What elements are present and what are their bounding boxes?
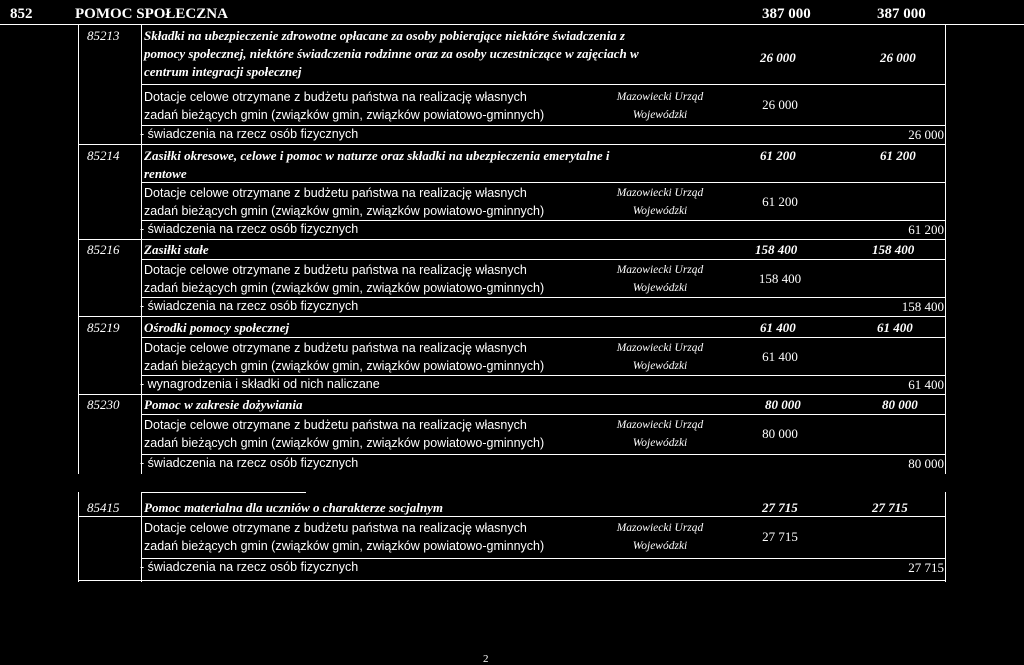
section-plan: 26 000 (760, 50, 796, 65)
dotacje-line: Dotacje celowe otrzymane z budżetu państwa na realizację własnych (144, 341, 527, 355)
section-after: 27 715 (872, 500, 908, 515)
page-number: 2 (483, 653, 489, 665)
title-line: Składki na ubezpieczenie zdrowotne opłacane za osoby pobierające niektóre świadczenia z (144, 28, 625, 43)
dotacje-line: Dotacje celowe otrzymane z budżetu państwa na realizację własnych (144, 263, 527, 277)
dotacja-amount: 61 400 (762, 349, 798, 364)
chapter-total-plan: 387 000 (762, 6, 811, 22)
section-title (144, 27, 639, 81)
title-line: Pomoc w zakresie dożywiania (144, 397, 303, 412)
dotacje-label (144, 184, 544, 220)
section-title (144, 241, 209, 259)
dotacje-label (144, 88, 544, 124)
institution (605, 339, 715, 375)
section-code: 85214 (87, 148, 120, 163)
institution-line: Wojewódzki (632, 282, 688, 294)
institution-line: Wojewódzki (632, 540, 688, 552)
institution-line: Mazowiecki Urząd (616, 342, 704, 354)
chapter-total-after: 387 000 (877, 6, 926, 22)
institution-line: Mazowiecki Urząd (616, 522, 704, 534)
row-divider (141, 182, 946, 183)
sub-label: - świadczenia na rzecz osób fizycznych (140, 456, 359, 470)
dotacja-amount: 80 000 (762, 426, 798, 441)
section-after: 158 400 (872, 242, 915, 257)
dotacja-amount: 27 715 (762, 529, 798, 544)
table-border (78, 492, 79, 582)
section-code: 85415 (87, 500, 120, 515)
table-border (78, 24, 79, 474)
dotacje-line: Dotacje celowe otrzymane z budżetu państwa na realizację własnych (144, 90, 527, 104)
dotacje-label (144, 261, 544, 297)
title-line: Zasiłki okresowe, celowe i pomoc w naturze oraz składki na ubezpieczenia emerytalne i (144, 148, 610, 163)
title-line: rentowe (144, 166, 187, 181)
sub-label: - świadczenia na rzecz osób fizycznych (140, 299, 359, 313)
institution (605, 519, 715, 555)
sub-amount: 27 715 (908, 560, 944, 575)
title-line: Ośrodki pomocy społecznej (144, 320, 290, 335)
institution (605, 88, 715, 124)
section-title (144, 499, 443, 517)
sub-amount: 26 000 (908, 127, 944, 142)
row-divider (78, 316, 946, 317)
dotacje-line: zadań bieżących gmin (związków gmin, związków powiatowo-gminnych) (144, 539, 545, 553)
row-divider (141, 337, 946, 338)
dotacje-line: Dotacje celowe otrzymane z budżetu państwa na realizację własnych (144, 186, 527, 200)
section-after: 61 400 (877, 320, 913, 335)
table-border (0, 24, 1024, 25)
section-code: 85213 (87, 28, 120, 43)
section-plan: 27 715 (762, 500, 798, 515)
section-code: 85216 (87, 242, 120, 257)
institution-line: Wojewódzki (632, 205, 688, 217)
chapter-title: POMOC SPOŁECZNA (75, 6, 228, 22)
institution-line: Wojewódzki (632, 437, 688, 449)
row-divider (141, 297, 946, 298)
table-border (945, 24, 946, 474)
table-border (141, 24, 142, 474)
title-line: Zasiłki stałe (144, 242, 209, 257)
dotacje-line: zadań bieżących gmin (związków gmin, związków powiatowo-gminnych) (144, 436, 545, 450)
section-after: 80 000 (882, 397, 918, 412)
dotacje-line: zadań bieżących gmin (związków gmin, związków powiatowo-gminnych) (144, 204, 545, 218)
row-divider (141, 375, 946, 376)
section-title (144, 147, 609, 183)
section-plan: 158 400 (755, 242, 798, 257)
dotacje-label (144, 339, 544, 375)
institution (605, 416, 715, 452)
row-divider (78, 394, 946, 395)
row-divider (141, 492, 306, 493)
sub-amount: 158 400 (901, 299, 944, 314)
institution-line: Mazowiecki Urząd (616, 91, 704, 103)
title-line: centrum integracji społecznej (144, 64, 302, 79)
row-divider (141, 84, 946, 85)
row-divider (78, 144, 946, 145)
section-plan: 61 400 (760, 320, 796, 335)
row-divider (141, 125, 946, 126)
sub-amount: 61 200 (908, 222, 944, 237)
dotacje-line: zadań bieżących gmin (związków gmin, związków powiatowo-gminnych) (144, 108, 545, 122)
sub-label: - świadczenia na rzecz osób fizycznych (140, 222, 359, 236)
dotacje-line: zadań bieżących gmin (związków gmin, związków powiatowo-gminnych) (144, 359, 545, 373)
section-plan: 80 000 (765, 397, 801, 412)
title-line: Pomoc materialna dla uczniów o charakterze socjalnym (144, 500, 444, 515)
title-line: pomocy społecznej, niektóre świadczenia rodzinne oraz za osoby uczestniczące w zajęciach w (144, 46, 639, 61)
section-after: 61 200 (880, 148, 916, 163)
row-divider (141, 558, 946, 559)
section-code: 85219 (87, 320, 120, 335)
row-divider (78, 239, 946, 240)
sub-label: - wynagrodzenia i składki od nich naliczane (140, 377, 380, 391)
row-divider (141, 220, 946, 221)
institution (605, 184, 715, 220)
dotacje-label (144, 416, 544, 452)
row-divider (141, 454, 946, 455)
section-title (144, 396, 303, 414)
dotacja-amount: 61 200 (762, 194, 798, 209)
dotacje-line: Dotacje celowe otrzymane z budżetu państwa na realizację własnych (144, 521, 527, 535)
dotacje-line: zadań bieżących gmin (związków gmin, związków powiatowo-gminnych) (144, 281, 545, 295)
sub-label: - świadczenia na rzecz osób fizycznych (140, 127, 359, 141)
institution-line: Mazowiecki Urząd (616, 264, 704, 276)
section-plan: 61 200 (760, 148, 796, 163)
row-divider (141, 259, 946, 260)
institution-line: Wojewódzki (632, 360, 688, 372)
sub-amount: 80 000 (908, 456, 944, 471)
dotacje-label (144, 519, 544, 555)
section-after: 26 000 (880, 50, 916, 65)
institution (605, 261, 715, 297)
section-code: 85230 (87, 397, 120, 412)
sub-label: - świadczenia na rzecz osób fizycznych (140, 560, 359, 574)
row-divider (78, 580, 946, 581)
chapter-code: 852 (10, 6, 33, 22)
dotacja-amount: 158 400 (758, 271, 802, 286)
sub-amount: 61 400 (908, 377, 944, 392)
table-border (945, 492, 946, 582)
institution-line: Wojewódzki (632, 109, 688, 121)
dotacje-line: Dotacje celowe otrzymane z budżetu państwa na realizację własnych (144, 418, 527, 432)
dotacja-amount: 26 000 (762, 97, 798, 112)
section-title (144, 319, 289, 337)
institution-line: Mazowiecki Urząd (616, 419, 704, 431)
row-divider (141, 414, 946, 415)
institution-line: Mazowiecki Urząd (616, 187, 704, 199)
